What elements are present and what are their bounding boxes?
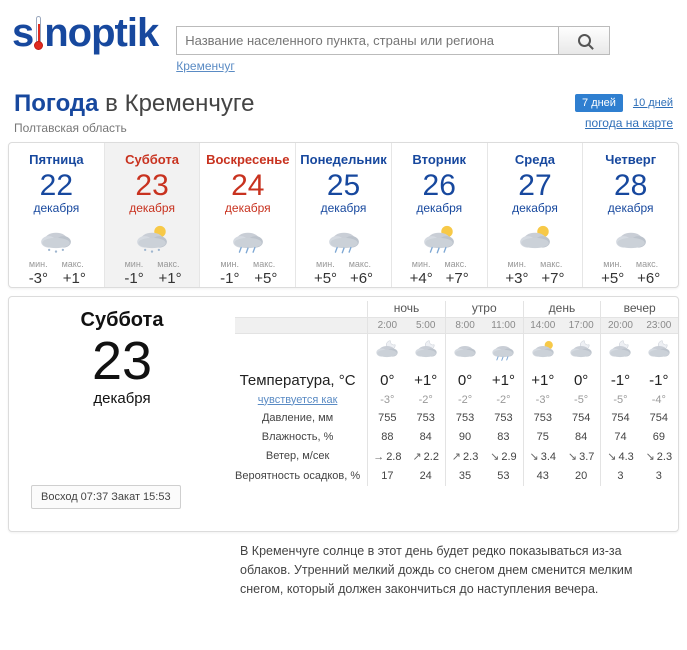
day-weather-icon xyxy=(105,221,200,257)
day-month: декабря xyxy=(512,201,558,215)
wind-direction-icon: ↘ xyxy=(607,451,617,463)
hour-label: 20:00 xyxy=(601,318,640,334)
pressure-value: 753 xyxy=(445,409,484,428)
temperature-value: 0° xyxy=(573,372,589,389)
day-weather-icon xyxy=(296,221,391,257)
pressure-value: 753 xyxy=(494,412,513,424)
detail-month: декабря xyxy=(93,390,151,407)
day-card[interactable] xyxy=(105,143,201,287)
day-weather-icon xyxy=(200,221,295,257)
day-card[interactable] xyxy=(296,143,392,287)
cloud-rain-icon xyxy=(487,339,519,362)
day-number: 26 xyxy=(422,169,456,202)
hour-weather-icon-cell xyxy=(601,334,640,370)
day-min-temp: +3° xyxy=(505,270,529,287)
wind-row xyxy=(235,447,678,467)
humidity-value: 74 xyxy=(601,428,640,447)
cloud-sun-rain-icon xyxy=(417,223,461,255)
feels-like-value: -3° xyxy=(523,392,562,409)
wind-cell xyxy=(640,447,678,467)
precipitation-value: 20 xyxy=(575,470,588,482)
day-weather-icon xyxy=(488,221,583,257)
humidity-value: 69 xyxy=(652,431,665,443)
wind-cell xyxy=(601,447,640,467)
humidity-value: 90 xyxy=(445,428,484,447)
detail-day-number: 23 xyxy=(91,331,153,391)
wind-speed-value: 2.3 xyxy=(463,451,479,463)
wind-direction-icon: ↘ xyxy=(567,451,578,463)
day-dow: Среда xyxy=(514,152,555,167)
day-min-label: мин. xyxy=(124,259,144,269)
wind-speed-value: 3.4 xyxy=(540,451,557,463)
hour-weather-icon-cell xyxy=(368,334,407,370)
day-max-label: макс. xyxy=(635,259,659,269)
wind-speed-value: 2.8 xyxy=(386,450,402,463)
cloud-rain-icon xyxy=(322,223,366,255)
precipitation-value: 53 xyxy=(497,470,510,482)
precipitation-value: 43 xyxy=(523,467,562,486)
day-number: 24 xyxy=(231,169,265,202)
pressure-value: 754 xyxy=(601,409,640,428)
site-header xyxy=(0,0,687,82)
wind-direction-icon: ↘ xyxy=(529,451,539,463)
day-month: декабря xyxy=(129,201,175,215)
sunrise-sunset-box: Восход 07:37 Закат 15:53 xyxy=(31,485,181,509)
wind-direction-icon: → xyxy=(373,450,385,463)
search-button[interactable] xyxy=(558,26,610,55)
hour-weather-icon-cell xyxy=(445,334,484,370)
cloud-moon-icon xyxy=(371,339,403,362)
wind-label: Ветер, м/сек xyxy=(265,450,330,462)
cloud-moon-icon xyxy=(604,339,636,362)
temperature-value: +1° xyxy=(414,372,438,389)
search-icon xyxy=(578,34,591,47)
pressure-row xyxy=(235,409,678,428)
part-of-day: утро xyxy=(445,301,523,318)
day-month: декабря xyxy=(224,201,271,215)
tab-7-days[interactable]: 7 дней xyxy=(575,94,623,112)
day-max-label: макс. xyxy=(253,259,276,269)
day-max-temp: +1° xyxy=(158,270,182,287)
feels-like-row xyxy=(235,392,678,409)
search-input[interactable] xyxy=(176,26,558,55)
page-title-rest: в Кременчуге xyxy=(98,90,255,117)
wind-speed-value: 4.3 xyxy=(618,451,634,463)
feels-like-value: -4° xyxy=(651,394,666,406)
cloud-sun-icon xyxy=(513,223,557,255)
day-dow: Суббота xyxy=(125,152,180,167)
day-max-label: макс. xyxy=(540,259,563,269)
day-month: декабря xyxy=(416,201,463,215)
page-subtitle: Полтавская область xyxy=(14,121,127,135)
precipitation-value: 24 xyxy=(419,470,432,482)
wind-cell xyxy=(562,447,601,467)
detail-hourly-grid xyxy=(235,297,678,531)
day-max-temp: +5° xyxy=(254,270,278,287)
wind-cell xyxy=(523,447,562,467)
wind-cell xyxy=(445,447,484,467)
part-of-day: вечер xyxy=(601,301,678,318)
day-month: декабря xyxy=(33,201,80,215)
humidity-row xyxy=(235,428,678,447)
pressure-value: 755 xyxy=(368,409,407,428)
wind-speed-value: 3.7 xyxy=(579,451,595,463)
day-dow: Вторник xyxy=(412,152,467,167)
day-card[interactable] xyxy=(392,143,488,287)
day-max-temp: +1° xyxy=(62,270,86,287)
wind-speed-value: 2.9 xyxy=(501,451,517,463)
day-number: 25 xyxy=(326,169,361,202)
day-month: декабря xyxy=(320,201,367,215)
temperature-label: Температура, °C xyxy=(239,372,356,389)
day-min-temp: +4° xyxy=(409,270,433,287)
wind-direction-icon: ↘ xyxy=(645,451,655,463)
day-card[interactable] xyxy=(200,143,296,287)
hour-label: 11:00 xyxy=(484,318,523,334)
day-weather-icon xyxy=(392,221,487,257)
day-min-label: мин. xyxy=(411,259,431,269)
cloud-icon xyxy=(609,223,653,255)
day-dow: Понедельник xyxy=(300,152,387,167)
day-card[interactable] xyxy=(9,143,105,287)
temperature-value: 0° xyxy=(368,370,407,392)
day-number: 23 xyxy=(135,169,169,202)
pressure-label: Давление, мм xyxy=(261,411,334,424)
cloud-rain-icon xyxy=(226,223,270,255)
day-min-label: мин. xyxy=(603,259,622,269)
day-dow: Воскресенье xyxy=(206,152,290,167)
hour-label: 14:00 xyxy=(523,318,562,334)
humidity-value: 75 xyxy=(523,428,562,447)
cloud-snow-icon xyxy=(34,223,78,255)
humidity-value: 83 xyxy=(497,431,510,443)
pressure-value: 754 xyxy=(571,412,591,424)
title-bar xyxy=(0,82,687,138)
precipitation-value: 3 xyxy=(601,467,640,486)
temperature-value: +1° xyxy=(491,372,515,389)
day-min-temp: -1° xyxy=(124,270,144,287)
site-logo[interactable]: s noptik xyxy=(12,11,159,55)
humidity-value: 84 xyxy=(419,431,432,443)
hour-label: 17:00 xyxy=(562,318,601,334)
wind-speed-value: 2.2 xyxy=(423,451,439,463)
cloud-moon-icon xyxy=(565,339,597,362)
temperature-value: -1° xyxy=(601,370,640,392)
day-min-temp: -1° xyxy=(220,270,240,287)
day-max-label: макс. xyxy=(157,259,180,269)
day-number: 28 xyxy=(613,169,648,202)
precipitation-label: Вероятность осадков, % xyxy=(235,469,361,482)
hourly-table xyxy=(235,301,678,486)
pressure-value: 753 xyxy=(416,412,435,424)
feels-like-value: -5° xyxy=(601,392,640,409)
day-max-label: макс. xyxy=(444,259,467,269)
precipitation-value: 3 xyxy=(655,470,662,482)
page-title-prefix: Погода xyxy=(14,90,99,117)
wind-cell xyxy=(407,447,446,467)
spacer xyxy=(235,318,368,334)
hour-weather-icon-cell xyxy=(523,334,562,370)
cloud-icon xyxy=(449,339,481,362)
precipitation-row xyxy=(235,467,678,486)
temperature-value: -1° xyxy=(649,372,669,389)
spacer xyxy=(235,301,368,318)
hour-label: 8:00 xyxy=(445,318,484,334)
humidity-label: Влажность, % xyxy=(261,430,334,443)
hour-label: 5:00 xyxy=(407,318,446,334)
wind-direction-icon: ↗ xyxy=(412,451,422,463)
part-of-day: день xyxy=(523,301,601,318)
day-number: 22 xyxy=(39,169,74,202)
days-strip xyxy=(8,142,679,288)
day-card[interactable] xyxy=(583,143,678,287)
day-max-temp: +7° xyxy=(541,270,565,287)
cloud-sun-snow-icon xyxy=(130,223,174,255)
day-max-temp: +7° xyxy=(445,270,469,287)
temperature-row xyxy=(235,370,678,392)
hour-label: 2:00 xyxy=(368,318,407,334)
search-area xyxy=(176,26,610,73)
day-card[interactable] xyxy=(488,143,584,287)
day-weather-icon xyxy=(9,221,104,257)
day-max-label: макс. xyxy=(61,259,84,269)
temperature-value: +1° xyxy=(523,370,562,392)
feels-like-label[interactable]: чувствуется как xyxy=(257,393,338,406)
cloud-moon-icon xyxy=(410,339,442,362)
feels-like-value: -2° xyxy=(418,394,433,406)
tab-10-days[interactable]: 10 дней xyxy=(632,97,673,109)
day-min-temp: +5° xyxy=(601,270,625,287)
day-min-label: мин. xyxy=(28,259,48,269)
spacer xyxy=(235,334,368,370)
day-dow: Четверг xyxy=(605,152,657,167)
wind-direction-icon: ↗ xyxy=(451,451,462,463)
current-city-link[interactable]: Кременчуг xyxy=(176,59,235,73)
feels-like-value: -2° xyxy=(496,394,511,406)
day-month: декабря xyxy=(607,201,654,215)
wind-direction-icon: ↘ xyxy=(490,451,500,463)
map-link[interactable]: погода на карте xyxy=(585,116,673,130)
wind-cell xyxy=(484,447,523,467)
wind-speed-value: 2.3 xyxy=(656,451,673,463)
wind-cell xyxy=(368,447,407,467)
day-max-label: макс. xyxy=(348,259,371,269)
day-min-label: мин. xyxy=(316,259,335,269)
forecast-range-switch xyxy=(575,94,673,112)
pressure-value: 754 xyxy=(649,412,669,424)
temperature-value: 0° xyxy=(445,370,484,392)
feels-like-value: -2° xyxy=(445,392,484,409)
hour-weather-icon-cell xyxy=(562,334,601,370)
day-detail-panel xyxy=(8,296,679,532)
precipitation-value: 35 xyxy=(445,467,484,486)
hour-header-row xyxy=(235,318,678,334)
day-max-temp: +6° xyxy=(349,270,374,287)
day-max-temp: +6° xyxy=(637,270,661,287)
detail-day-header xyxy=(9,297,235,531)
cloud-moon-icon xyxy=(643,339,675,362)
pressure-value: 753 xyxy=(523,409,562,428)
part-of-day-header xyxy=(235,301,678,318)
part-of-day: ночь xyxy=(368,301,446,318)
humidity-value: 88 xyxy=(368,428,407,447)
hour-weather-icon-cell xyxy=(484,334,523,370)
day-min-temp: -3° xyxy=(28,270,49,287)
feels-like-value: -5° xyxy=(574,394,589,406)
day-weather-icon xyxy=(583,221,678,257)
precipitation-value: 17 xyxy=(368,467,407,486)
detail-dow: Суббота xyxy=(80,309,164,331)
hour-weather-icon-cell xyxy=(407,334,446,370)
day-min-temp: +5° xyxy=(313,270,338,287)
day-description: В Кременчуге солнце в этот день будет редко показываться из-за облаков. Утренний мелкий дождь со снегом днем сменится мелким снегом, который должен закончиться до наступления вечера. xyxy=(240,544,633,596)
hour-icons-row xyxy=(235,334,678,370)
day-min-label: мин. xyxy=(507,259,527,269)
day-number: 27 xyxy=(518,169,552,202)
day-min-label: мин. xyxy=(220,259,240,269)
hour-weather-icon-cell xyxy=(640,334,678,370)
feels-like-value: -3° xyxy=(368,392,407,409)
thermometer-icon xyxy=(34,16,43,50)
day-dow: Пятница xyxy=(29,152,84,167)
humidity-value: 84 xyxy=(575,431,588,443)
hour-label: 23:00 xyxy=(640,318,678,334)
cloud-sun-icon xyxy=(527,339,559,362)
